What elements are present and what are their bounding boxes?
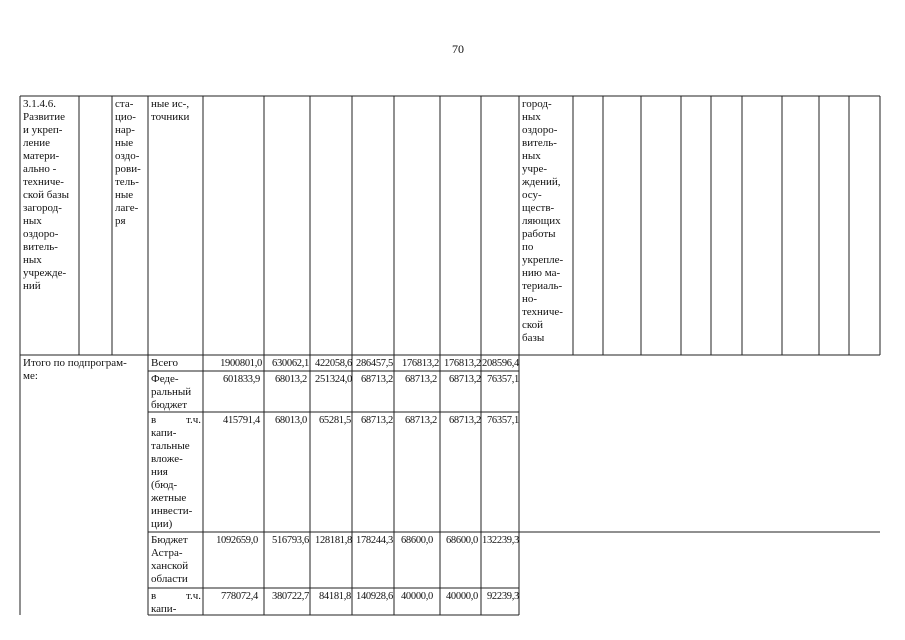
value-cell: 65281,5 — [318, 415, 351, 426]
value-cell: 251324,0 — [315, 374, 352, 385]
value-cell: 380722,7 — [272, 591, 309, 602]
value-cell: 68600,0 — [445, 535, 478, 546]
source-regional-budget: Бюджет Астра- ханской области — [151, 534, 189, 585]
expected-result-cell: город- ных оздоро- витель- ных учре- ждений, осу- ществ- ляющих работы по укрепле- нию ма- териаль- но- техниче- ской базы — [522, 98, 564, 344]
page-number: 70 — [452, 42, 464, 56]
value-cell: 286457,5 — [356, 358, 393, 369]
value-cell: 68013,2 — [274, 374, 307, 385]
value-cell: 68713,2 — [360, 415, 393, 426]
value-cell: 68713,2 — [404, 415, 437, 426]
value-cell: 68013,0 — [274, 415, 307, 426]
source-capital-investments: капи- тальные вложе- ния (бюд- жетные инвести- ции) — [151, 427, 193, 530]
value-cell: 422058,6 — [315, 358, 352, 369]
source-incl-head-2: в т.ч. — [151, 590, 201, 602]
source-total: Всего — [151, 357, 178, 369]
value-cell: 68713,2 — [448, 415, 481, 426]
value-cell: 132239,3 — [482, 535, 519, 546]
value-cell: 84181,8 — [318, 591, 351, 602]
value-cell: 176813,2 — [402, 358, 439, 369]
value-cell: 92239,3 — [486, 591, 519, 602]
value-cell: 76357,1 — [486, 415, 519, 426]
value-cell: 415791,4 — [223, 415, 260, 426]
value-cell: 1900801,0 — [220, 358, 262, 369]
source-federal: Феде- ральный бюджет — [151, 373, 192, 411]
value-cell: 68713,2 — [360, 374, 393, 385]
value-cell: 178244,3 — [356, 535, 393, 546]
value-cell: 630062,1 — [272, 358, 309, 369]
value-cell: 40000,0 — [400, 591, 433, 602]
value-cell: 140928,6 — [356, 591, 393, 602]
value-cell: 76357,1 — [486, 374, 519, 385]
value-cell: 176813,2 — [444, 358, 481, 369]
value-cell: 208596,4 — [482, 358, 519, 369]
source-incl-head: в т.ч. — [151, 414, 201, 426]
activity-name-cell: 3.1.4.6. Развитие и укреп- ление матери- ально - техниче- ской базы загород- ных оздоро- витель- ных учрежде- ний — [23, 98, 70, 292]
value-cell: 40000,0 — [445, 591, 478, 602]
value-cell: 68713,2 — [448, 374, 481, 385]
value-cell: 516793,6 — [272, 535, 309, 546]
subprogram-total-label: Итого по подпрограм- ме: — [23, 357, 127, 382]
value-cell: 68600,0 — [400, 535, 433, 546]
organization-cell: ста- цио- нар- ные оздо- рови- тель- ные лаге- ря — [115, 98, 141, 227]
value-cell: 601833,9 — [223, 374, 260, 385]
source-capital-2: капи- — [151, 603, 177, 615]
value-cell: 68713,2 — [404, 374, 437, 385]
value-cell: 128181,8 — [315, 535, 352, 546]
value-cell: 1092659,0 — [216, 535, 258, 546]
value-cell: 778072,4 — [221, 591, 258, 602]
funding-source-cell: ные ис-, точники — [151, 98, 190, 123]
